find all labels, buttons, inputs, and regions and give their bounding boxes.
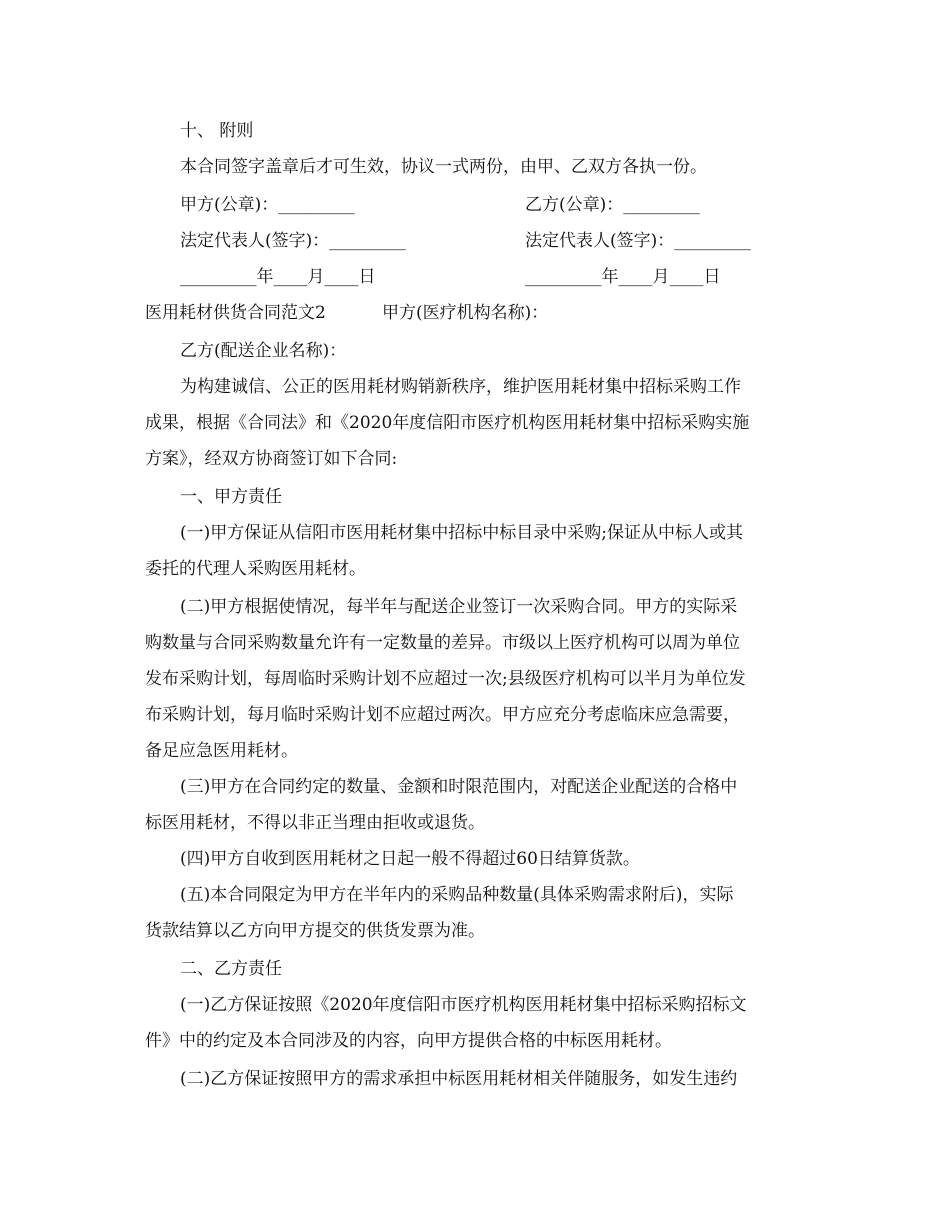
party-b-representative-line: 法定代表人(签字)：_________ [525, 231, 751, 251]
preamble-line: 为构建诚信、公正的医用耗材购销新秩序，维护医用耗材集中招标采购工作 [180, 377, 741, 397]
party-b-date-line: _________年____月____日 [525, 267, 721, 287]
s1-item2-line: 布采购计划，每月临时采购计划不应超过两次。甲方应充分考虑临床应急需要， [145, 705, 740, 725]
s1-item2-line: 购数量与合同采购数量允许有一定数量的差异。市级以上医疗机构可以周为单位 [145, 633, 740, 653]
party-a-representative-line: 法定代表人(签字)：_________ [180, 231, 406, 251]
s1-item5-line: (五)本合同限定为甲方在半年内的采购品种数量(具体采购需求附后)，实际 [180, 885, 734, 905]
appendix-heading: 十、 附则 [180, 121, 254, 141]
s1-item3-line: (三)甲方在合同约定的数量、金额和时限范围内，对配送企业配送的合格中 [180, 777, 738, 797]
party-a-date-line: _________年____月____日 [180, 267, 376, 287]
s1-item2-line: (二)甲方根据使情况，每半年与配送企业签订一次采购合同。甲方的实际采 [180, 597, 738, 617]
s2-item1-line: (一)乙方保证按照《2020年度信阳市医疗机构医用耗材集中招标采购招标文 [180, 995, 747, 1015]
party-b-seal-line: 乙方(公章)：_________ [525, 195, 700, 215]
s1-item2-line: 备足应急医用耗材。 [145, 741, 298, 761]
s1-item1-line: (一)甲方保证从信阳市医用耗材集中招标中标目录中采购;保证从中标人或其 [180, 523, 743, 543]
effect-clause: 本合同签字盖章后才可生效，协议一式两份，由甲、乙双方各执一份。 [180, 157, 707, 177]
party-a-seal-line: 甲方(公章)：_________ [180, 195, 355, 215]
preamble-line: 方案》，经双方协商签订如下合同: [145, 449, 398, 469]
s1-item5-line: 货款结算以乙方向甲方提交的供货发票为准。 [145, 921, 485, 941]
preamble-line: 成果，根据《合同法》和《2020年度信阳市医疗机构医用耗材集中招标采购实施 [145, 413, 750, 433]
s1-item3-line: 标医用耗材，不得以非正当理由拒收或退货。 [145, 813, 485, 833]
section2-heading: 二、乙方责任 [180, 959, 282, 979]
s1-item1-line: 委托的代理人采购医用耗材。 [145, 559, 366, 579]
s1-item4-line: (四)甲方自收到医用耗材之日起一般不得超过60日结算货款。 [180, 849, 640, 869]
s2-item2-line: (二)乙方保证按照甲方的需求承担中标医用耗材相关伴随服务，如发生违约 [180, 1069, 738, 1089]
party-b-name-line: 乙方(配送企业名称)： [180, 341, 347, 361]
s2-item1-line: 件》中的约定及本合同涉及的内容，向甲方提供合格的中标医用耗材。 [145, 1031, 672, 1051]
section1-heading: 一、甲方责任 [180, 487, 282, 507]
party-a-name-line: 甲方(医疗机构名称)： [382, 303, 549, 323]
sample2-title: 医用耗材供货合同范文2 [145, 303, 326, 323]
s1-item2-line: 发布采购计划，每周临时采购计划不应超过一次;县级医疗机构可以半月为单位发 [145, 669, 746, 689]
